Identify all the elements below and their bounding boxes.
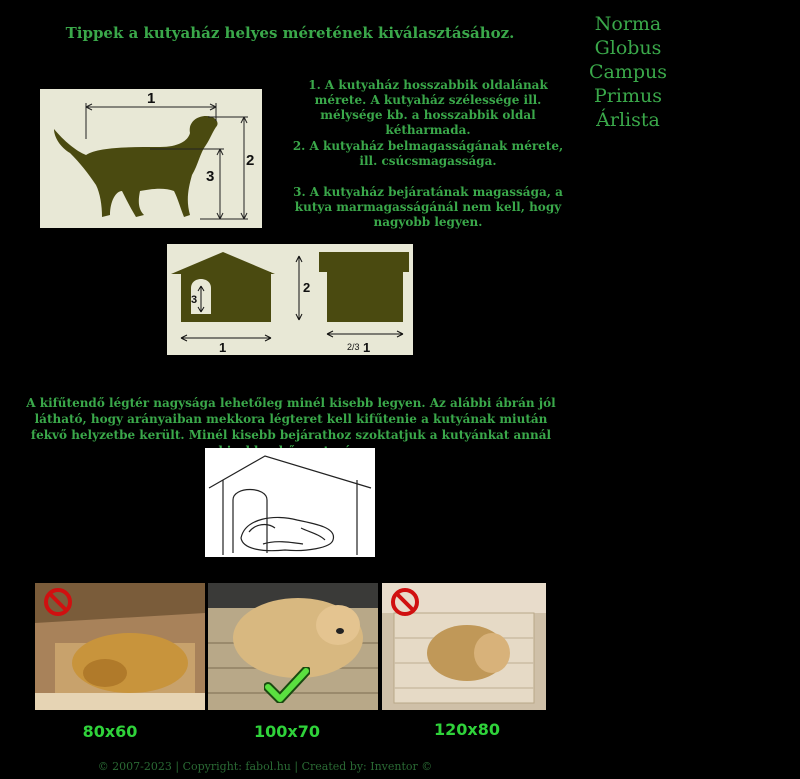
house-label-2: 2: [303, 280, 311, 295]
dog-measurement-diagram: [40, 89, 262, 228]
house-label-3: 3: [191, 294, 198, 306]
nav-link-globus[interactable]: Globus: [594, 37, 662, 59]
main-nav: [578, 12, 678, 132]
nav-link-norma[interactable]: Norma: [594, 13, 662, 35]
house-label-fraction: 2/3: [347, 342, 360, 352]
tip-3: 3. A kutyaház bejáratának magassága, a kutya marmagasságánál nem kell, hogy nagyobb legyen.: [293, 185, 563, 229]
heating-paragraph: A kifűtendő légtér nagysága lehetőleg minél kisebb legyen. Az alábbi ábrán jól látható, hogy arányaiban mekkora légteret kell kifűtenie a kutyának miután fekvő helyzetbe került. Minél kisebb bejárathoz szoktatjuk a kutyánkat annál: [26, 396, 556, 442]
page-title: Tippek a kutyaház helyes méretének kiválasztásához.: [65, 24, 515, 42]
dog-label-3: 3: [206, 168, 215, 185]
size-label-80x60: 80x60: [82, 722, 138, 741]
prohibited-icon: [390, 587, 420, 617]
nav-link-primus[interactable]: Primus: [594, 85, 662, 107]
photo-120x80: [382, 583, 546, 710]
dog-label-1: 1: [147, 90, 156, 107]
nav-link-arlista[interactable]: Árlista: [596, 109, 660, 131]
size-label-100x70: 100x70: [254, 722, 320, 741]
photo-100x70: [208, 583, 378, 710]
prohibited-icon: [43, 587, 73, 617]
tip-1: 1. A kutyaház hosszabbik oldalának mérete. A kutyaház szélessége ill. mélysége kb. a hosszabbik oldal kétharmada.: [308, 78, 548, 137]
house-label-depth: 1: [363, 340, 371, 355]
dog-label-2: 2: [246, 152, 255, 169]
footer: © 2007-2023 | Copyright: fabol.hu | Created by: Inventor ©: [97, 760, 433, 773]
size-label-120x80: 120x80: [434, 720, 500, 739]
check-icon: [264, 667, 310, 703]
doghouse-side-view: [319, 252, 409, 322]
house-label-1: 1: [219, 340, 227, 355]
doghouse-diagram: [167, 244, 413, 355]
photo-80x60: [35, 583, 205, 710]
nav-link-campus[interactable]: Campus: [588, 61, 668, 83]
dog-in-house-drawing: [205, 448, 375, 557]
tip-2: 2. A kutyaház belmagasságának mérete, ill. csúcsmagassága.: [292, 139, 564, 168]
